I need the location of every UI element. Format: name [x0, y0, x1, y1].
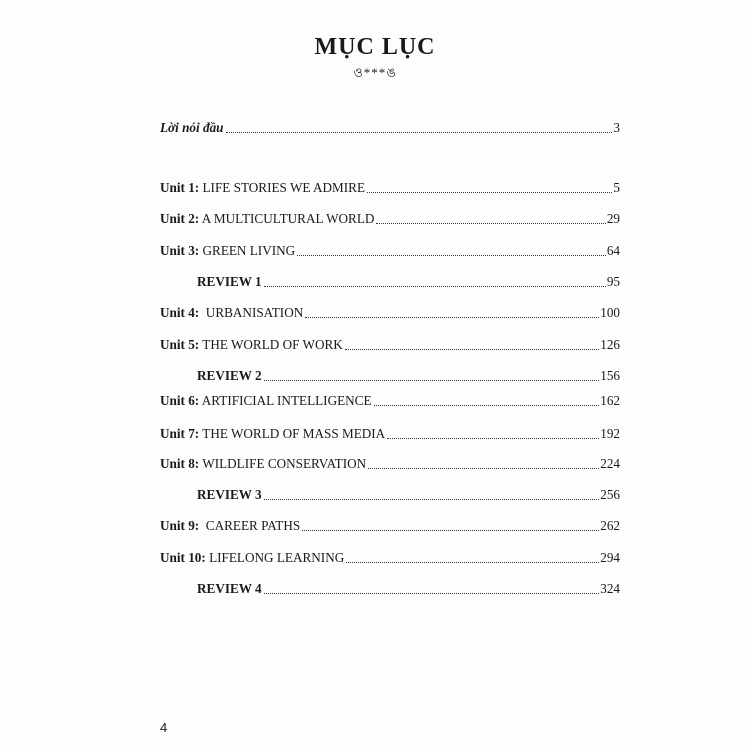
dot-leader: [297, 255, 606, 256]
toc-page-number: 3: [613, 120, 620, 135]
dot-leader: [346, 562, 599, 563]
toc-entry: [160, 517, 620, 535]
toc-page-number: 64: [606, 243, 620, 258]
dot-leader: [368, 468, 599, 469]
toc-page-number: 29: [606, 211, 620, 226]
dot-leader: [264, 286, 606, 287]
toc-entry-label: Unit 2: A MULTICULTURAL WORLD: [160, 211, 375, 226]
toc-entry-label: Unit 10: LIFELONG LEARNING: [160, 550, 345, 565]
toc-page-number: 95: [606, 274, 620, 289]
toc-review-entry: [160, 486, 620, 504]
toc-page-number: 294: [600, 550, 620, 565]
dot-leader: [305, 317, 599, 318]
toc-page-number: 224: [600, 456, 620, 471]
toc-page-number: 156: [600, 368, 620, 383]
dot-leader: [345, 349, 599, 350]
toc-entry-label: Lời nói đầu: [160, 120, 224, 135]
dot-leader: [264, 499, 600, 500]
toc-entry-label: REVIEW 4: [197, 581, 262, 596]
toc-page-number: 5: [613, 180, 620, 195]
table-of-contents: [160, 0, 620, 750]
toc-entry-label: Unit 1: LIFE STORIES WE ADMIRE: [160, 180, 366, 195]
toc-review-entry: [160, 273, 620, 291]
toc-entry: [160, 179, 620, 197]
toc-entry-label: Unit 9: CAREER PATHS: [160, 518, 301, 533]
toc-page-number: 324: [600, 581, 620, 596]
toc-entry-label: Unit 5: THE WORLD OF WORK: [160, 337, 343, 352]
dot-leader: [367, 192, 612, 193]
page-title: MỤC LỤC: [314, 34, 436, 60]
toc-entry: [160, 210, 620, 228]
toc-entry: [160, 242, 620, 260]
toc-review-entry: [160, 367, 620, 385]
toc-entry: [160, 336, 620, 354]
toc-entry: [160, 119, 620, 137]
dot-leader: [376, 223, 605, 224]
toc-review-entry: [160, 580, 620, 598]
toc-entry-label: REVIEW 2: [197, 368, 262, 383]
toc-entry-label: Unit 6: ARTIFICIAL INTELLIGENCE: [160, 393, 372, 408]
toc-page-number: 162: [600, 393, 620, 408]
toc-page-number: 262: [600, 518, 620, 533]
title-ornament: ও***ঙ: [353, 65, 397, 80]
toc-entry-label: Unit 8: WILDLIFE CONSERVATION: [160, 456, 367, 471]
toc-entry-label: REVIEW 3: [197, 487, 262, 502]
toc-entry: [160, 425, 620, 443]
toc-page-number: 192: [600, 426, 620, 441]
toc-entry: [160, 304, 620, 322]
footer-page-number: 4: [160, 720, 168, 735]
toc-entry: [160, 392, 620, 410]
toc-entry-label: Unit 7: THE WORLD OF MASS MEDIA: [160, 426, 386, 441]
toc-page-number: 126: [600, 337, 620, 352]
dot-leader: [387, 438, 599, 439]
toc-entry-label: REVIEW 1: [197, 274, 262, 289]
toc-entry: [160, 455, 620, 473]
dot-leader: [226, 132, 613, 133]
dot-leader: [264, 380, 600, 381]
toc-page-number: 100: [600, 305, 620, 320]
dot-leader: [264, 593, 600, 594]
dot-leader: [302, 530, 599, 531]
toc-entry-label: Unit 4: URBANISATION: [160, 305, 304, 320]
toc-page-number: 256: [600, 487, 620, 502]
toc-entry-label: Unit 3: GREEN LIVING: [160, 243, 296, 258]
toc-entry: [160, 549, 620, 567]
dot-leader: [374, 405, 600, 406]
